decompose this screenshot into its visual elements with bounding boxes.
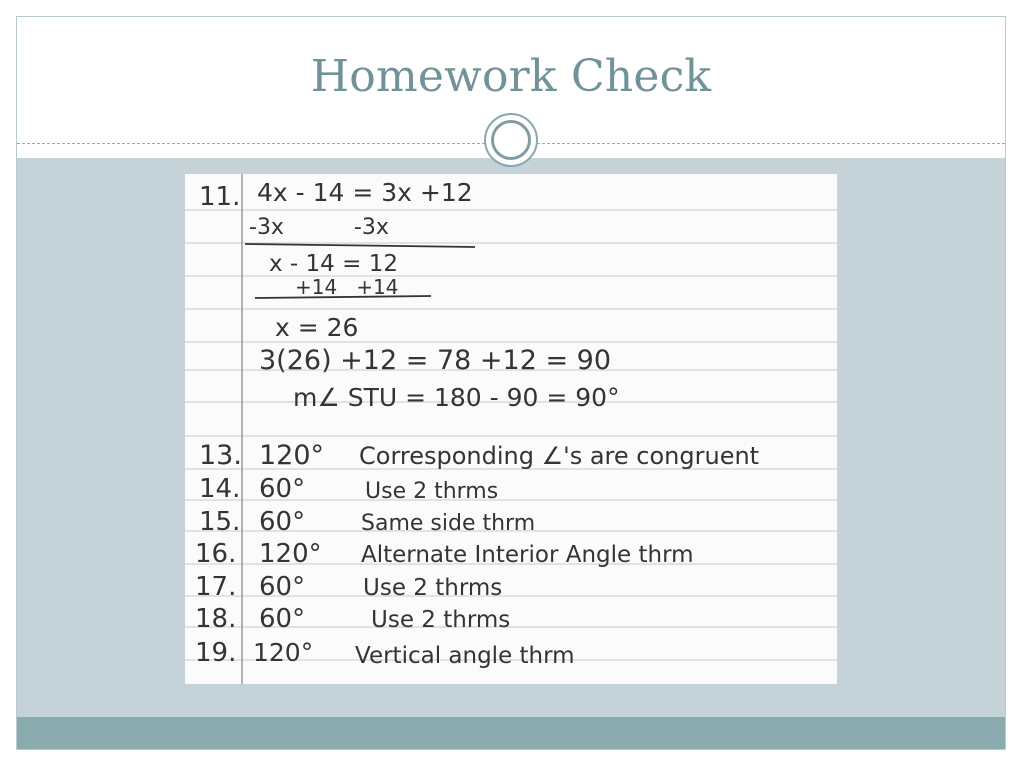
answer-17-angle: 60° xyxy=(259,572,306,602)
footer-bar xyxy=(17,717,1005,750)
answer-15-reason: Same side thrm xyxy=(361,511,536,536)
slide xyxy=(16,16,1006,750)
answer-13-reason: Corresponding ∠'s are congruent xyxy=(359,442,760,470)
answer-14-reason: Use 2 thrms xyxy=(365,479,499,504)
answer-18-angle: 60° xyxy=(259,604,306,634)
problem-11-number: 11. xyxy=(199,182,241,212)
slide-title: Homework Check xyxy=(310,51,712,102)
answer-19-number: 19. xyxy=(195,638,237,668)
answer-14-angle: 60° xyxy=(259,474,306,504)
problem-11-line-3: x - 14 = 12 xyxy=(269,251,398,277)
problem-11-line-2: -3x -3x xyxy=(249,215,389,240)
problem-11-line-7: m∠ STU = 180 - 90 = 90° xyxy=(293,383,620,412)
notebook-paper xyxy=(185,174,837,684)
answer-14-number: 14. xyxy=(199,474,241,504)
circle-ornament-icon xyxy=(484,113,538,167)
problem-11-line-5: x = 26 xyxy=(275,313,359,342)
answer-16-number: 16. xyxy=(195,539,237,569)
answer-19-reason: Vertical angle thrm xyxy=(355,643,575,669)
circle-ornament-inner xyxy=(491,120,531,160)
answer-17-reason: Use 2 thrms xyxy=(363,575,503,601)
answer-19-angle: 120° xyxy=(253,638,314,667)
answers-list xyxy=(195,440,759,669)
work-underline-1 xyxy=(245,244,475,247)
problem-11-line-6: 3(26) +12 = 78 +12 = 90 xyxy=(259,345,612,376)
answer-17-number: 17. xyxy=(195,572,237,602)
answer-16-reason: Alternate Interior Angle thrm xyxy=(361,542,694,568)
answer-13-number: 13. xyxy=(199,440,242,471)
problem-11-line-1: 4x - 14 = 3x +12 xyxy=(257,178,473,207)
answer-18-reason: Use 2 thrms xyxy=(371,607,511,633)
answer-16-angle: 120° xyxy=(259,539,322,569)
answer-13-angle: 120° xyxy=(259,440,325,471)
answer-15-angle: 60° xyxy=(259,507,306,537)
answer-15-number: 15. xyxy=(199,507,241,537)
problem-11-line-4: +14 +14 xyxy=(295,275,399,299)
homework-notebook-image xyxy=(185,174,837,684)
answer-18-number: 18. xyxy=(195,604,237,634)
